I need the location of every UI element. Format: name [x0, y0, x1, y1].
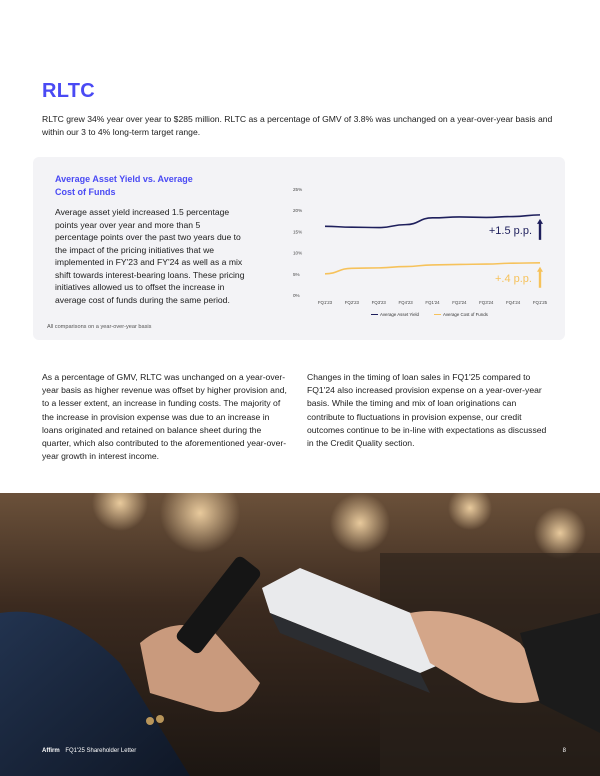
bokeh-light: [160, 493, 240, 553]
photo-illustration: [0, 493, 600, 776]
payment-terminal-photo: [0, 493, 600, 776]
y-tick-label: 5%: [293, 271, 300, 277]
footer-doc-title: FQ1'25 Shareholder Letter: [65, 748, 137, 754]
x-tick-label: FQ4'24: [505, 300, 521, 305]
bokeh-light: [92, 493, 148, 531]
section-title: RLTC: [42, 80, 96, 102]
panel-title: Average Asset Yield vs. Average Cost of Funds: [55, 174, 193, 197]
x-tick-label: FQ3'24: [479, 300, 494, 305]
bokeh-light: [330, 493, 390, 553]
x-tick-label: FQ1'25: [532, 300, 548, 305]
yield-cost-line-chart: [253, 169, 553, 329]
intro-paragraph: RLTC grew 34% year over year to $285 million. RLTC as a percentage of GMV of 3.8% was unchanged on a year-over-year basis and within our 3 to 4% long-term target range.: [42, 114, 553, 137]
footer: [42, 748, 136, 754]
arrow-head: [537, 219, 543, 224]
bokeh-light: [448, 493, 492, 530]
change-annotation: +1.5 p.p.: [488, 224, 532, 237]
x-tick-label: FQ3'23: [371, 300, 386, 305]
panel-body: Average asset yield increased 1.5 percentage points year over year and more than 5 percentage points over the past two years due to the impact of the pricing initiatives that we implemented in FY'23 and FY'24 as well as a mix shift towards interest-bearing loans. These pricing initiatives allowed us to offset the increase in average cost of funds during the same period.: [55, 207, 245, 305]
y-tick-label: 20%: [293, 208, 303, 214]
y-tick-label: 10%: [293, 250, 303, 256]
arrow-head: [537, 267, 543, 272]
bokeh-light: [534, 507, 586, 559]
sleeve-button: [146, 717, 154, 725]
change-annotation: +.4 p.p.: [494, 272, 532, 285]
left-column-text: As a percentage of GMV, RLTC was unchanged on a year-over-year basis as higher revenue was offset by higher provision and, to a lesser extent, an increase in funding costs. The majority of the increase in provision expense was due to an increase in loans originated and retained on balance sheet during the quarter, which also contributed to the aforementioned year-over-year growth in interest income.: [42, 372, 287, 462]
y-tick-label: 15%: [293, 229, 303, 235]
legend-label: Average Cost of Funds: [443, 312, 488, 317]
right-column-text: Changes in the timing of loan sales in FQ1'25 compared to FQ1'24 also increased provision expense on a year-over-year basis. While the timing and mix of loan originations can contribute to fluctuations in provision expense, our credit outcomes continue to be in-line with expectations as discussed in the Credit Quality section.: [307, 372, 547, 449]
sleeve-button: [156, 715, 164, 723]
y-tick-label: 25%: [293, 187, 303, 192]
y-tick-label: 0%: [293, 293, 300, 298]
x-tick-label: FQ2'23: [344, 300, 360, 305]
footer-brand: Affirm: [42, 748, 60, 754]
yield-vs-cost-panel: [33, 157, 565, 340]
legend-label: Average Asset Yield: [380, 312, 419, 317]
x-tick-label: FQ1'23: [317, 300, 333, 305]
x-tick-label: FQ1'24: [425, 300, 440, 305]
x-tick-label: FQ2'24: [452, 300, 467, 305]
panel-footnote: All comparisons on a year-over-year basis: [47, 324, 152, 330]
page-number: 8: [562, 748, 566, 754]
x-tick-label: FQ4'23: [398, 300, 413, 305]
